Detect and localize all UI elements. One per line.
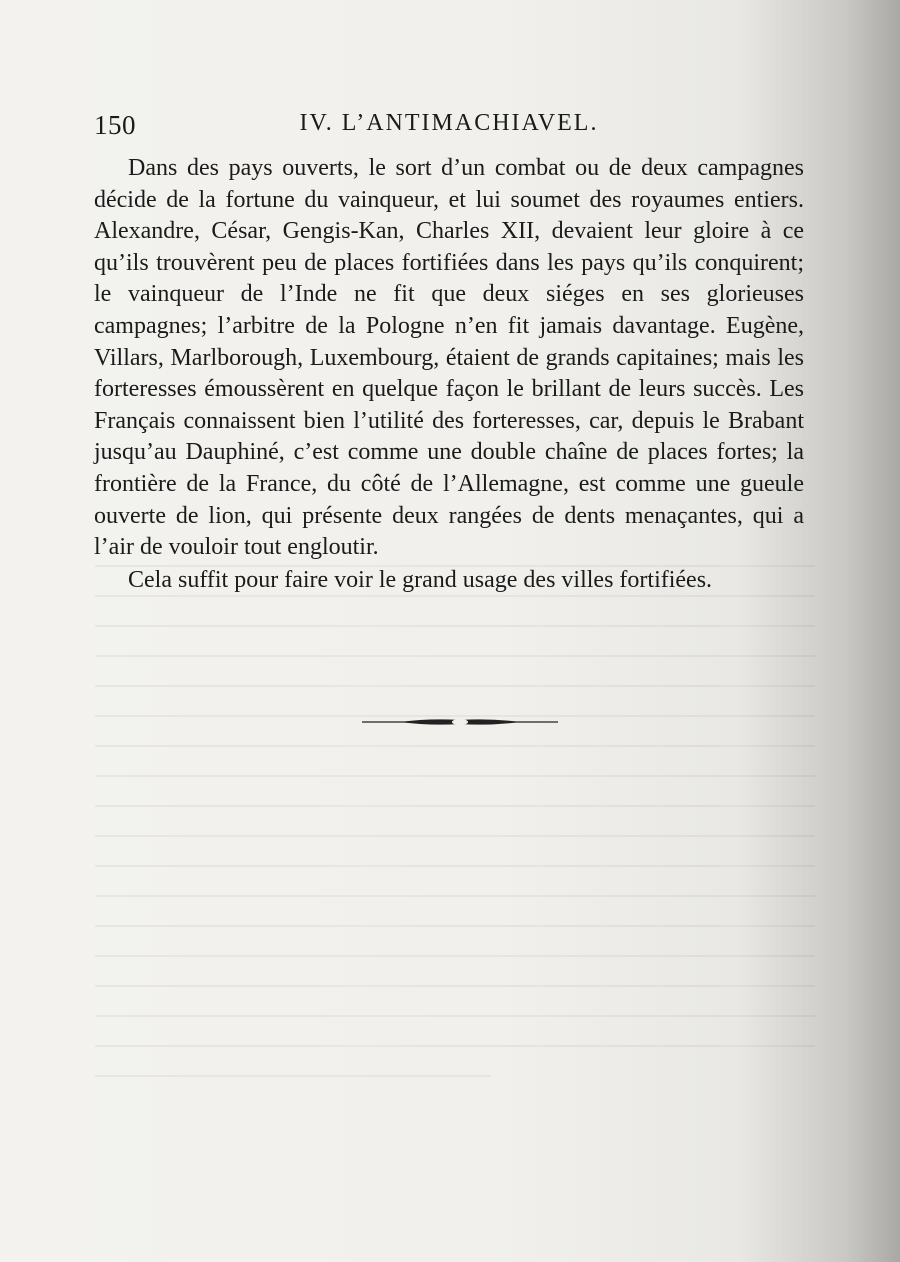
paragraph: Cela suffit pour faire voir le grand usage des villes fortifiées.: [128, 566, 713, 593]
ornament-rule-icon: [360, 714, 560, 730]
show-through-lines: [95, 565, 815, 1105]
paragraph: Dans des pays ouverts, le sort d’un combat ou de deux campagnes décide de la fortune du vainqueur, et lui soumet des royaumes entiers. Alexandre, César, Gengis-Kan, Charles XII, devaient leur gloire à ce qu’ils trouvèrent peu de places fortifiées dans les pays qu’ils conquirent; le vainqueur de l’Inde ne fit que deux siéges en ses glorieuses campagnes; l’arbitre de la Pologne n’en fit jamais davantage. Eugène, Villars, Marlborough, Luxembourg, étaient de grands capitaines; mais les forteresses émoussèrent en quelque façon le brillant de leurs succès. Les Français connaissent bien l’utilité des forteresses, car, depuis le Brabant jusqu’au Dauphiné, c’est comme une double chaîne de places fortes; la frontière de la France, du côté de l’Allemagne, est comme une gueule ouverte de lion, qui présente deux rangées de dents menaçantes, qui a l’air de vouloir tout engloutir.: [94, 155, 804, 561]
page-number: 150: [94, 110, 136, 140]
page-header: [94, 110, 804, 142]
body-text: [94, 153, 804, 596]
running-head: IV. L’ANTIMACHIAVEL.: [299, 110, 599, 136]
